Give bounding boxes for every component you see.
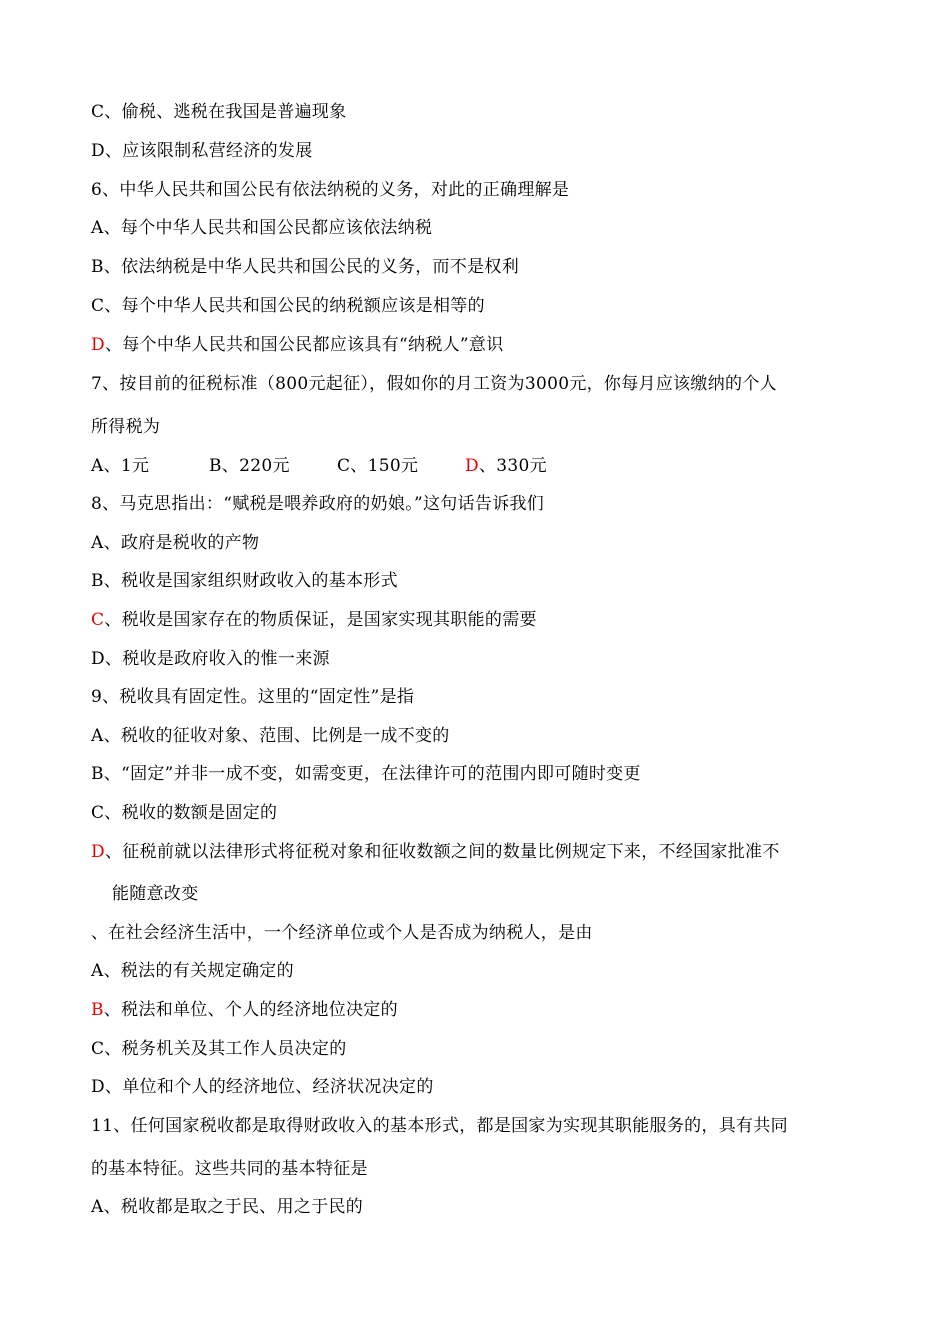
question-text: 6、中华人民共和国公民有依法纳税的义务，对此的正确理解是 [91, 180, 570, 200]
option-line [91, 140, 313, 162]
option-text: A、税收都是取之于民、用之于民的 [91, 1197, 364, 1217]
option-line [91, 1038, 347, 1060]
option-line [91, 256, 519, 278]
option-line [91, 101, 347, 123]
question-text: 11、任何国家税收都是取得财政收入的基本形式，都是国家为实现其职能服务的，具有共同 [91, 1116, 788, 1136]
question-8 [91, 493, 544, 515]
option-line [91, 763, 641, 785]
option-line [91, 725, 450, 747]
option-line [91, 648, 330, 670]
question-9 [91, 686, 414, 708]
question-6 [91, 179, 569, 201]
question-11-cont [91, 1158, 368, 1180]
option-line [91, 960, 294, 982]
question-text: 所得税为 [91, 417, 161, 437]
option-a: A、1元 [91, 456, 150, 476]
question-text: 9、税收具有固定性。这里的“固定性”是指 [91, 687, 415, 707]
question-7 [91, 373, 777, 395]
option-line [91, 1076, 434, 1098]
option-text: A、每个中华人民共和国公民都应该依法纳税 [91, 218, 433, 238]
option-line [91, 570, 398, 592]
option-text: 能随意改变 [112, 884, 199, 904]
option-text: B、依法纳税是中华人民共和国公民的义务，而不是权利 [91, 257, 519, 277]
option-text: 、税法和单位、个人的经济地位决定的 [103, 1000, 398, 1020]
option-text: C、税收的数额是固定的 [91, 803, 278, 823]
option-line [91, 334, 504, 356]
option-line [91, 1196, 363, 1218]
option-text: 、征税前就以法律形式将征税对象和征收数额之间的数量比例规定下来，不经国家批准不 [104, 842, 780, 862]
option-line [91, 217, 432, 239]
question-text: 、在社会经济生活中，一个经济单位或个人是否成为纳税人，是由 [91, 923, 593, 943]
question-10 [91, 922, 593, 944]
option-line [91, 532, 259, 554]
option-d: 、330元 [478, 456, 547, 476]
option-row [91, 455, 547, 477]
option-line [91, 295, 485, 317]
option-text: D、单位和个人的经济地位、经济状况决定的 [91, 1077, 434, 1097]
option-text: C、税务机关及其工作人员决定的 [91, 1039, 347, 1059]
question-text: 7、按目前的征税标准（800元起征），假如你的月工资为3000元，你每月应该缴纳的个人 [91, 374, 777, 394]
option-text: A、税法的有关规定确定的 [91, 961, 294, 981]
question-text: 8、马克思指出：“赋税是喂养政府的奶娘。”这句话告诉我们 [91, 494, 545, 514]
answer-letter: D [91, 335, 105, 355]
option-line [91, 609, 537, 631]
option-line-cont [112, 883, 199, 905]
option-c: C、150元 [337, 456, 419, 476]
option-line [91, 841, 780, 863]
option-text: B、“固定”并非一成不变，如需变更，在法律许可的范围内即可随时变更 [91, 764, 641, 784]
question-7-cont [91, 416, 160, 438]
answer-letter: D [465, 456, 479, 476]
question-text: 的基本特征。这些共同的基本特征是 [91, 1159, 368, 1179]
option-text: A、税收的征收对象、范围、比例是一成不变的 [91, 726, 450, 746]
answer-letter: D [91, 842, 105, 862]
option-text: D、税收是政府收入的惟一来源 [91, 649, 330, 669]
option-text: C、每个中华人民共和国公民的纳税额应该是相等的 [91, 296, 485, 316]
option-text: D、应该限制私营经济的发展 [91, 141, 313, 161]
option-text: C、偷税、逃税在我国是普遍现象 [91, 102, 347, 122]
answer-letter: C [91, 610, 105, 630]
option-text: B、税收是国家组织财政收入的基本形式 [91, 571, 398, 591]
answer-letter: B [91, 1000, 104, 1020]
question-11 [91, 1115, 788, 1137]
option-text: 、税收是国家存在的物质保证，是国家实现其职能的需要 [104, 610, 537, 630]
option-line [91, 999, 398, 1021]
option-text: A、政府是税收的产物 [91, 533, 260, 553]
option-text: 、每个中华人民共和国公民都应该具有“纳税人”意识 [104, 335, 504, 355]
option-b: B、220元 [209, 456, 290, 476]
option-line [91, 802, 277, 824]
